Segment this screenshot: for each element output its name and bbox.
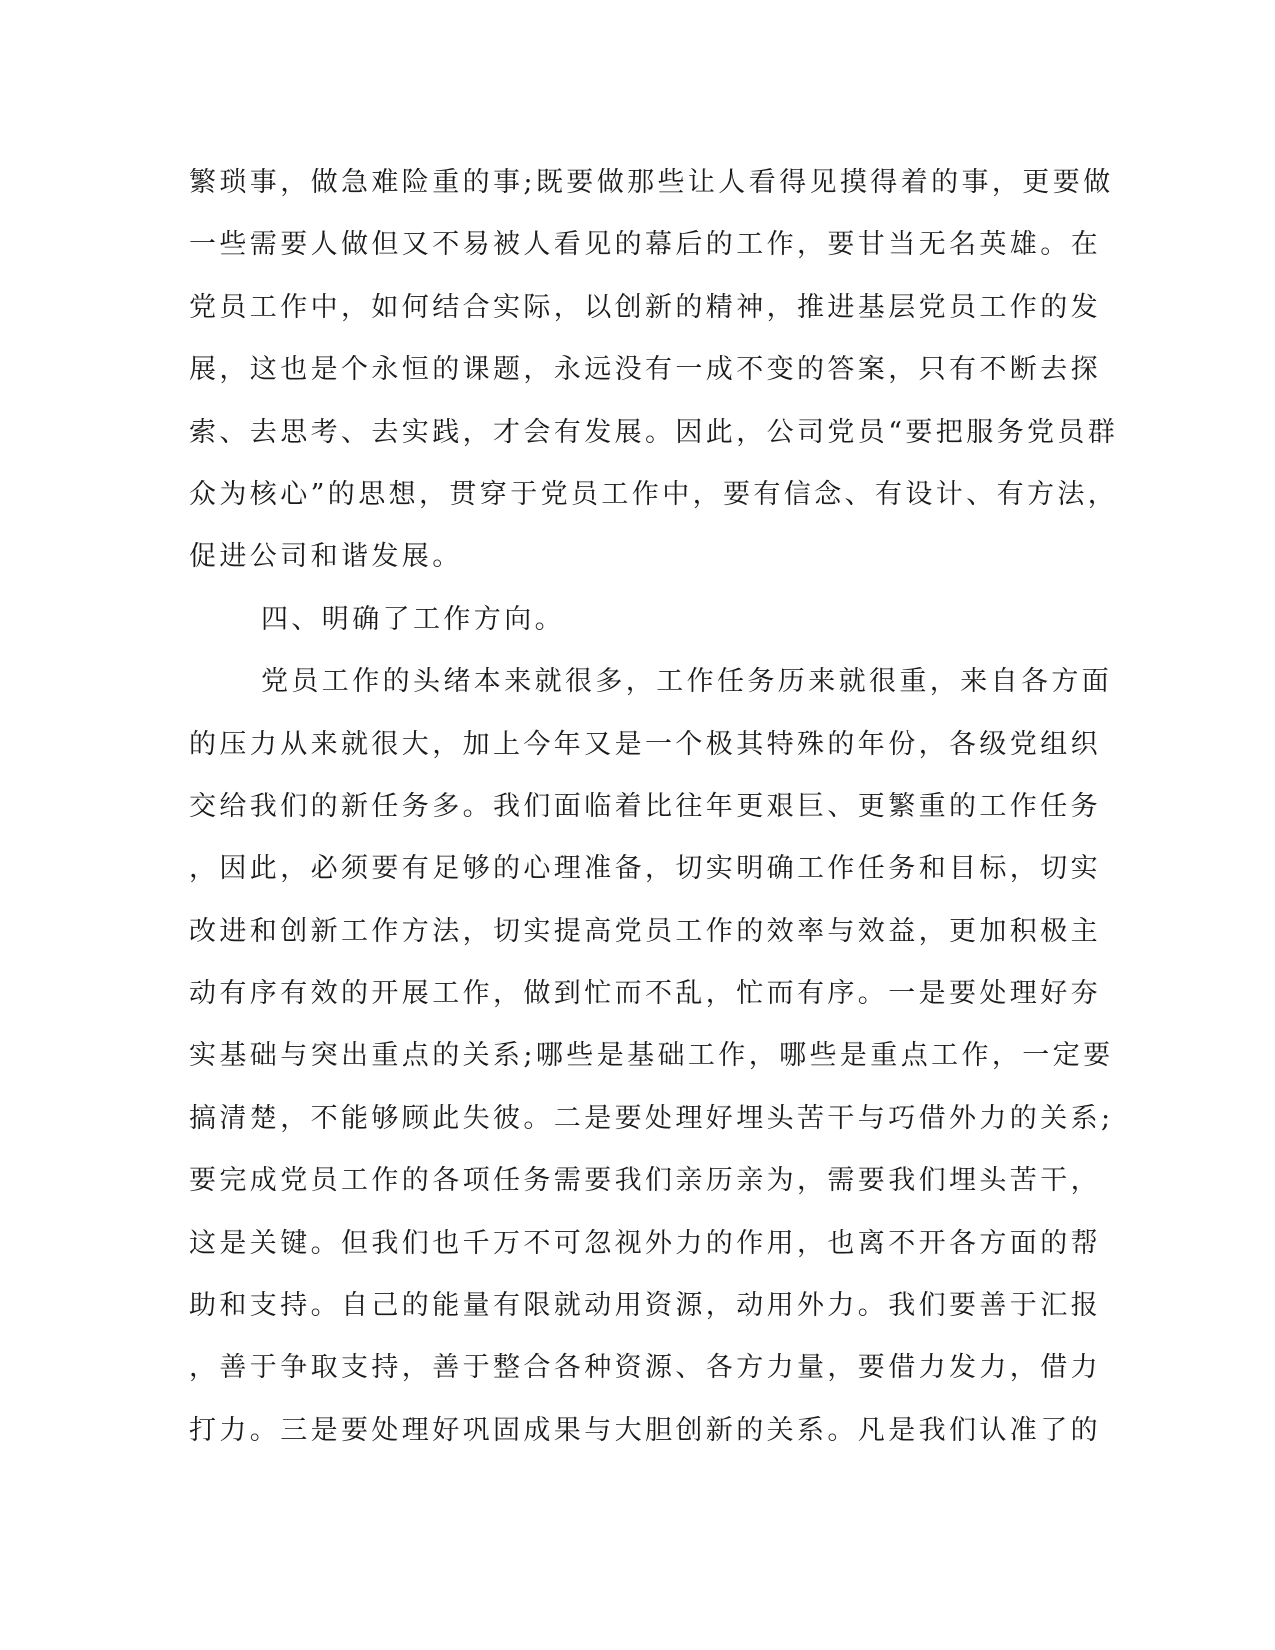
- text-line: 促进公司和谐发展。: [189, 541, 463, 573]
- text-line: 繁琐事，做急难险重的事;既要做那些让人看得见摸得着的事，更要做: [189, 167, 1114, 198]
- section-heading: 四、明确了工作方向。: [261, 603, 565, 635]
- text-line: ，因此，必须要有足够的心理准备，切实明确工作任务和目标，切实: [189, 853, 1101, 885]
- text-line: 实基础与突出重点的关系;哪些是基础工作，哪些是重点工作，一定要: [189, 1040, 1114, 1072]
- text-line: 党员工作中，如何结合实际，以创新的精神，推进基层党员工作的发: [189, 291, 1101, 323]
- text-line: 要完成党员工作的各项任务需要我们亲历亲为，需要我们埋头苦干，: [189, 1165, 1101, 1197]
- text-line: 众为核心”的思想，贯穿于党员工作中，要有信念、有设计、有方法，: [189, 478, 1119, 510]
- text-line: 助和支持。自己的能量有限就动用资源，动用外力。我们要善于汇报: [189, 1290, 1101, 1322]
- text-line: 交给我们的新任务多。我们面临着比往年更艰巨、更繁重的工作任务: [189, 790, 1101, 822]
- text-line: 搞清楚，不能够顾此失彼。二是要处理好埋头苦干与巧借外力的关系;: [189, 1102, 1114, 1134]
- text-line: ，善于争取支持，善于整合各种资源、各方力量，要借力发力，借力: [189, 1352, 1101, 1384]
- text-line: 动有序有效的开展工作，做到忙而不乱，忙而有序。一是要处理好夯: [189, 978, 1101, 1010]
- text-line: 这是关键。但我们也千万不可忽视外力的作用，也离不开各方面的帮: [189, 1227, 1101, 1259]
- text-line: 展，这也是个永恒的课题，永远没有一成不变的答案，只有不断去探: [189, 354, 1101, 386]
- body-text: [189, 163, 1119, 1473]
- text-line: 改进和创新工作方法，切实提高党员工作的效率与效益，更加积极主: [189, 915, 1101, 947]
- text-line: 打力。三是要处理好巩固成果与大胆创新的关系。凡是我们认准了的: [189, 1414, 1101, 1446]
- text-line: 一些需要人做但又不易被人看见的幕后的工作，要甘当无名英雄。在: [189, 229, 1101, 261]
- text-line: 索、去思考、去实践，才会有发展。因此，公司党员“要把服务党员群: [189, 416, 1119, 448]
- text-line: 的压力从来就很大，加上今年又是一个极其特殊的年份，各级党组织: [189, 728, 1101, 760]
- paragraph-first-line: 党员工作的头绪本来就很多，工作任务历来就很重，来自各方面: [261, 666, 1113, 698]
